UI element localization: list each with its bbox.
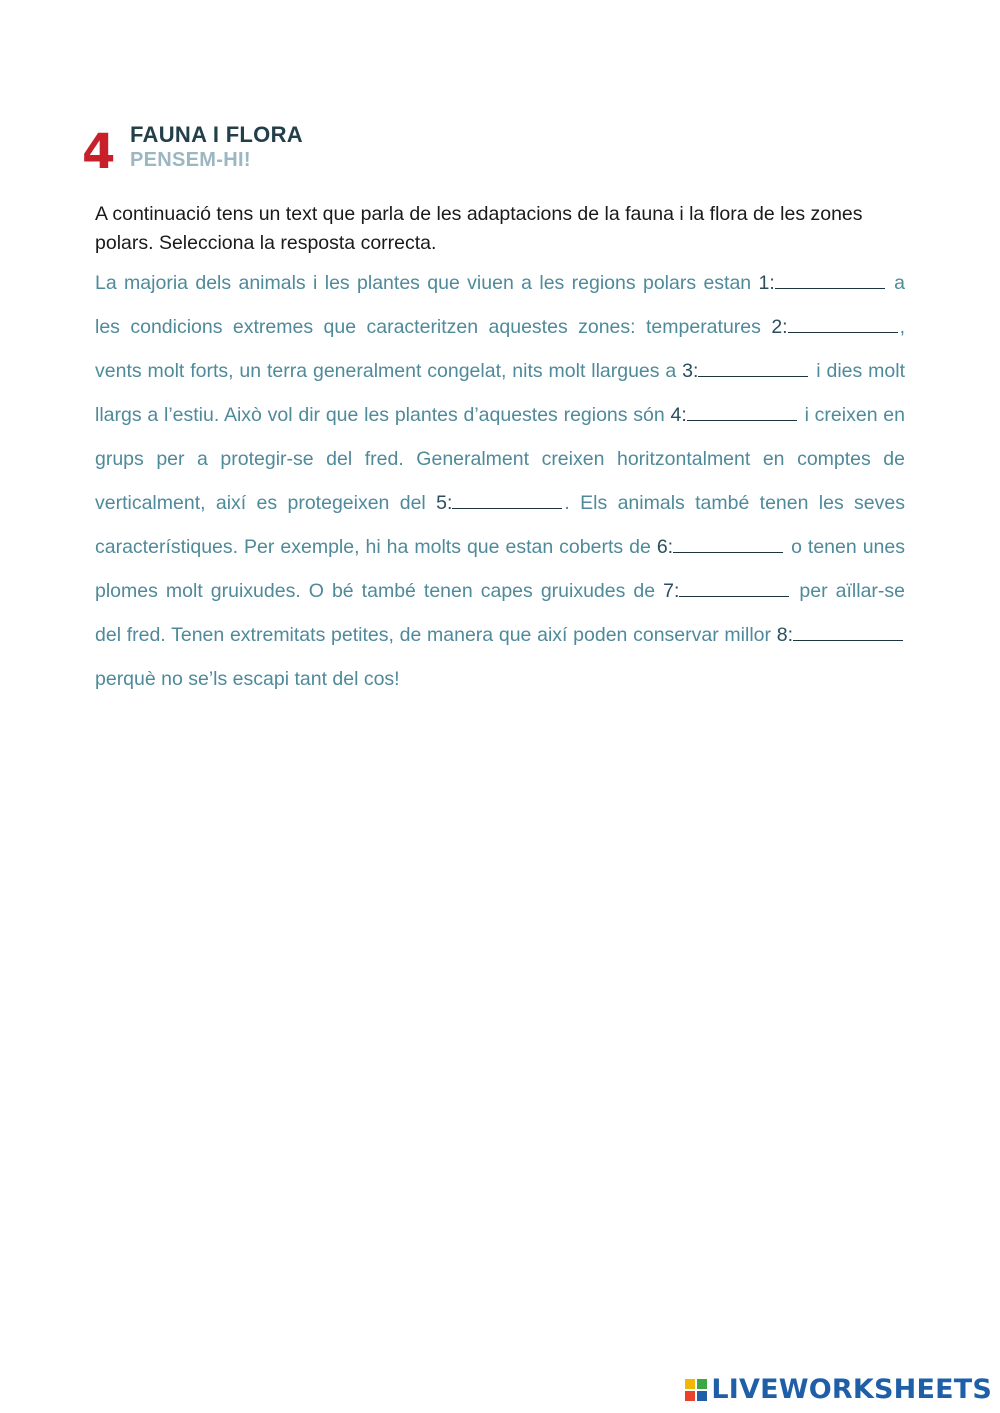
- answer-blank-2[interactable]: [788, 314, 898, 333]
- page-subtitle: PENSEM-HI!: [130, 149, 251, 171]
- blank-label-4: 4:: [670, 404, 687, 426]
- logo-square: [697, 1379, 707, 1389]
- answer-blank-4[interactable]: [687, 402, 797, 421]
- passage-text: . Els animals també tenen les seves característiques. Per exemple, hi ha molts que estan coberts de: [95, 492, 905, 558]
- liveworksheets-watermark: [685, 1374, 992, 1405]
- blank-label-1: 1:: [758, 272, 775, 294]
- blank-label-8: 8:: [776, 624, 793, 646]
- passage-text: i dies molt llargs a l’estiu. Això vol dir que les plantes d’aquestes regions són: [95, 360, 905, 426]
- answer-blank-7[interactable]: [679, 578, 789, 597]
- blank-label-2: 2:: [771, 316, 788, 338]
- watermark-text: LIVEWORKSHEETS: [711, 1374, 992, 1405]
- passage-text: i creixen en grups per a protegir-se del fred. Generalment creixen horitzontalment en comptes de verticalment, així es protegeixen del: [95, 404, 906, 514]
- logo-square: [685, 1379, 695, 1389]
- blank-label-5: 5:: [436, 492, 453, 514]
- passage-text: per aïllar-se del fred. Tenen extremitats petites, de manera que així poden conservar millor: [95, 580, 905, 646]
- liveworksheets-logo-icon: [685, 1379, 707, 1401]
- logo-square: [697, 1391, 707, 1401]
- passage-text: a les condicions extremes que caracteritzen aquestes zones: temperatures: [95, 272, 905, 338]
- unit-number: 4: [82, 124, 116, 180]
- passage-text: La majoria dels animals i les plantes que viuen a les regions polars estan: [95, 272, 759, 294]
- answer-blank-6[interactable]: [673, 534, 783, 553]
- passage-text: o tenen unes plomes molt gruixudes. O bé també tenen capes gruixudes de: [95, 536, 905, 602]
- blank-label-3: 3:: [682, 360, 699, 382]
- section-header: [82, 122, 303, 180]
- answer-blank-3[interactable]: [698, 358, 808, 377]
- answer-blank-5[interactable]: [452, 490, 562, 509]
- passage-text: perquè no se’ls escapi tant del cos!: [95, 668, 400, 690]
- blank-label-6: 6:: [656, 536, 674, 558]
- cloze-passage: [95, 261, 905, 701]
- passage-text: , vents molt forts, un terra generalment congelat, nits molt llargues a: [95, 316, 905, 382]
- logo-square: [685, 1391, 695, 1401]
- page-title: FAUNA I FLORA: [130, 122, 303, 147]
- instructions: A continuació tens un text que parla de les adaptacions de la fauna i la flora de les zones polars. Selecciona la resposta correcta.: [95, 203, 863, 254]
- answer-blank-1[interactable]: [775, 270, 885, 289]
- answer-blank-8[interactable]: [793, 622, 903, 641]
- blank-label-7: 7:: [663, 580, 680, 602]
- header-titles: [130, 122, 303, 172]
